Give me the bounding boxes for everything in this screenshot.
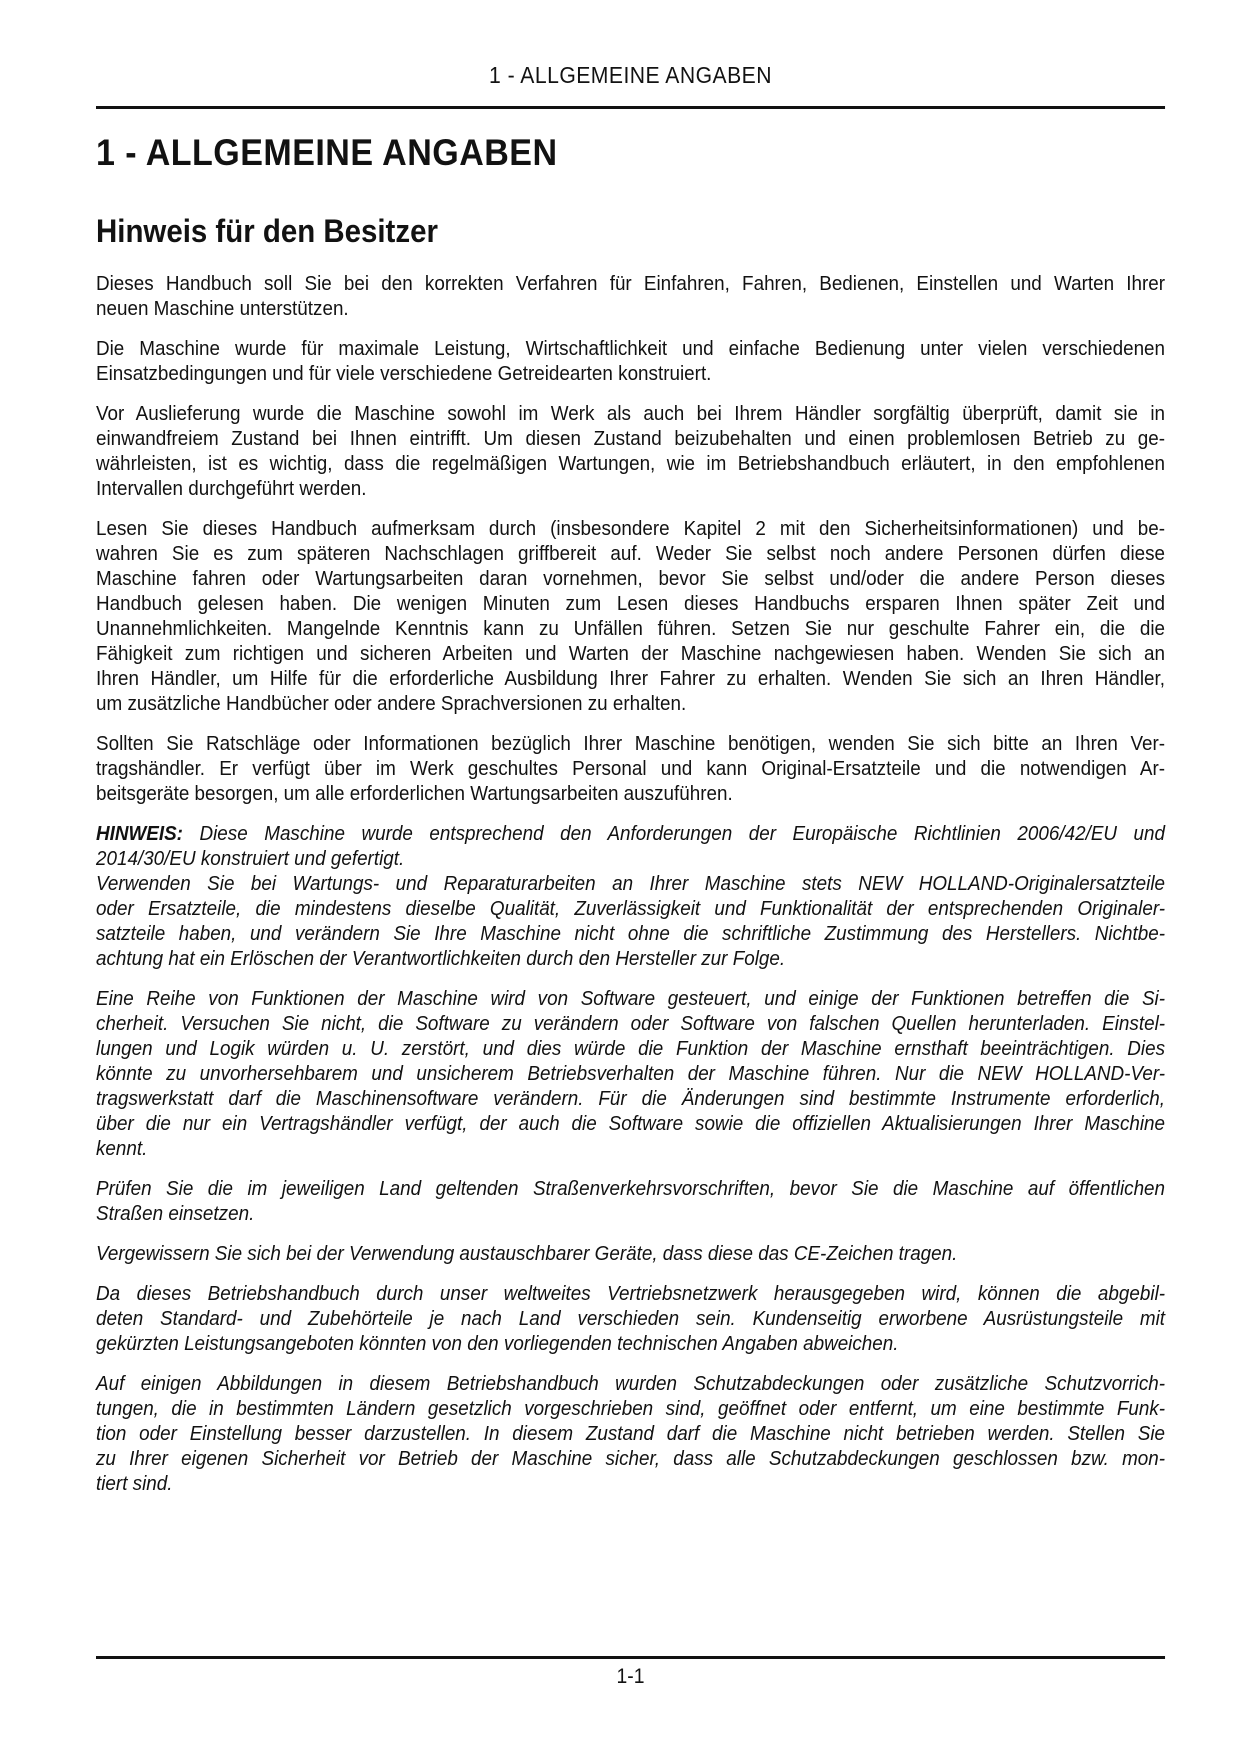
text-line: achtung hat ein Erlöschen der Verantwortlichkeiten durch den Hersteller zur Folge.	[96, 947, 786, 970]
text-line: tion oder Einstellung besser darzustellen. In diesem Zustand darf die Maschine nicht betrieben werden. Stellen Sie	[96, 1422, 1166, 1445]
text-line: lungen und Logik würden u. U. zerstört, und dies würde die Funktion der Maschine ernsthaft beeinträchtigen. Dies	[96, 1037, 1166, 1060]
text-line: Prüfen Sie die im jeweiligen Land geltenden Straßenverkehrsvorschriften, bevor Sie die Maschine auf öffentlichen	[96, 1177, 1166, 1200]
section-title: Hinweis für den Besitzer	[96, 213, 438, 249]
text-line: deten Standard- und Zubehörteile je nach Land verschieden sein. Kundenseitig erworbene Ausrüstungsteile mit	[96, 1307, 1166, 1330]
text-line: Lesen Sie dieses Handbuch aufmerksam durch (insbesondere Kapitel 2 mit den Sicherheitsinformationen) und be-	[96, 517, 1166, 540]
chapter-title: 1 - ALLGEMEINE ANGABEN	[96, 132, 558, 173]
text-line: neuen Maschine unterstützen.	[96, 297, 349, 320]
text-line: Unannehmlichkeiten. Mangelnde Kenntnis kann zu Unfällen führen. Setzen Sie nur geschulte Fahrer ein, die die	[96, 617, 1166, 640]
paragraph	[96, 1371, 1165, 1496]
text-line: oder Ersatzteile, die mindestens dieselbe Qualität, Zuverlässigkeit und Funktionalität der entsprechenden Originaler-	[96, 897, 1166, 920]
paragraph	[96, 821, 1165, 871]
text-line: tiert sind.	[96, 1472, 173, 1495]
text-line: satzteile haben, und verändern Sie Ihre Maschine nicht ohne die schriftliche Zustimmung des Herstellers. Nichtbe-	[96, 922, 1166, 945]
text-line: Ihren Händler, um Hilfe für die erforderliche Ausbildung Ihrer Fahrer zu erhalten. Wenden Sie sich an Ihren Händler,	[96, 667, 1166, 690]
text-line: gekürzten Leistungsangeboten könnten von den vorliegenden technischen Angaben abweichen.	[96, 1332, 899, 1355]
page-footer	[96, 1656, 1165, 1688]
text-line: Vor Auslieferung wurde die Maschine sowohl im Werk als auch bei Ihrem Händler sorgfältig überprüft, damit sie in	[96, 402, 1166, 425]
text-line: Fähigkeit zum richtigen und sicheren Arbeiten und Warten der Maschine nachgewiesen haben. Wenden Sie sich an	[96, 642, 1166, 665]
paragraph	[96, 516, 1165, 716]
paragraph	[96, 1281, 1165, 1356]
text-line: einwandfreiem Zustand bei Ihnen eintrifft. Um diesen Zustand beizubehalten und einen problemlosen Betrieb zu ge-	[96, 427, 1166, 450]
text-line: tragshändler. Er verfügt über im Werk geschultes Personal und kann Original-Ersatzteile und die notwendigen Ar-	[96, 757, 1166, 780]
text-line: Sollten Sie Ratschläge oder Informationen bezüglich Ihrer Maschine benötigen, wenden Sie sich bitte an Ihren Ver-	[96, 732, 1166, 755]
text-line: währleisten, ist es wichtig, dass die regelmäßigen Wartungen, wie im Betriebshandbuch erläutert, in den empfohlenen	[96, 452, 1166, 475]
text-line: Handbuch gelesen haben. Die wenigen Minuten zum Lesen dieses Handbuchs ersparen Ihnen später Zeit und	[96, 592, 1166, 615]
paragraph	[96, 1241, 1165, 1266]
text-line: kennt.	[96, 1137, 148, 1160]
text-line: wahren Sie es zum späteren Nachschlagen griffbereit auf. Weder Sie selbst noch andere Personen dürfen diese	[96, 542, 1166, 565]
page-number: 1-1	[616, 1665, 645, 1688]
text-line: Da dieses Betriebshandbuch durch unser weltweites Vertriebsnetzwerk herausgegeben wird, können die abgebil-	[96, 1282, 1166, 1305]
running-header: 1 - ALLGEMEINE ANGABEN	[489, 62, 772, 88]
paragraph	[96, 986, 1165, 1161]
paragraph	[96, 336, 1165, 386]
text-line: Auf einigen Abbildungen in diesem Betriebshandbuch wurden Schutzabdeckungen oder zusätzliche Schutzvorrich-	[96, 1372, 1166, 1395]
text-line: Intervallen durchgeführt werden.	[96, 477, 367, 500]
text-line: Verwenden Sie bei Wartungs- und Reparaturarbeiten an Ihrer Maschine stets NEW HOLLAND-Originalersatzteile	[96, 872, 1166, 895]
text-line: Straßen einsetzen.	[96, 1202, 255, 1225]
text-frame	[96, 0, 1165, 1754]
note-lead: HINWEIS:	[96, 822, 183, 845]
text-line: 2014/30/EU konstruiert und gefertigt.	[96, 847, 405, 870]
header-rule	[96, 106, 1165, 109]
text-line: zu Ihrer eigenen Sicherheit vor Betrieb der Maschine sicher, dass alle Schutzabdeckungen geschlossen bzw. mon-	[96, 1447, 1166, 1470]
paragraph	[96, 731, 1165, 806]
paragraph	[96, 1176, 1165, 1226]
text-line: um zusätzliche Handbücher oder andere Sprachversionen zu erhalten.	[96, 692, 687, 715]
text-line: Einsatzbedingungen und für viele verschiedene Getreidearten konstruiert.	[96, 362, 712, 385]
paragraph	[96, 871, 1165, 971]
paragraph	[96, 271, 1165, 321]
text-line: Die Maschine wurde für maximale Leistung, Wirtschaftlichkeit und einfache Bedienung unter vielen verschiedenen	[96, 337, 1166, 360]
text-line: Dieses Handbuch soll Sie bei den korrekten Verfahren für Einfahren, Fahren, Bedienen, Einstellen und Warten Ihrer	[96, 272, 1166, 295]
text-line: tragswerkstatt darf die Maschinensoftware verändern. Für die Änderungen sind bestimmte Instrumente erforderlich,	[96, 1087, 1166, 1110]
body-text	[96, 271, 1165, 1496]
text-line: beitsgeräte besorgen, um alle erforderlichen Wartungsarbeiten auszuführen.	[96, 782, 733, 805]
text-line: Maschine fahren oder Wartungsarbeiten daran vornehmen, bevor Sie selbst und/oder die andere Person dieses	[96, 567, 1166, 590]
text-line: cherheit. Versuchen Sie nicht, die Software zu verändern oder Software von falschen Quellen herunterladen. Einstel-	[96, 1012, 1166, 1035]
paragraph	[96, 401, 1165, 501]
text-line: Vergewissern Sie sich bei der Verwendung austauschbarer Geräte, dass diese das CE-Zeichen tragen.	[96, 1242, 958, 1265]
text-line: Eine Reihe von Funktionen der Maschine wird von Software gesteuert, und einige der Funktionen betreffen die Si-	[96, 987, 1166, 1010]
text-line: über die nur ein Vertragshändler verfügt, der auch die Software sowie die offiziellen Aktualisierungen Ihrer Maschine	[96, 1112, 1166, 1135]
text-line: HINWEIS: Diese Maschine wurde entsprechend den Anforderungen der Europäische Richtlinien 2006/42/EU und	[96, 822, 1166, 845]
text-line: könnte zu unvorhersehbarem und unsicherem Betriebsverhalten der Maschine führen. Nur die NEW HOLLAND-Ver-	[96, 1062, 1166, 1085]
text-line: tungen, die in bestimmten Ländern gesetzlich vorgeschrieben sind, geöffnet oder entfernt, um eine bestimmte Funk-	[96, 1397, 1166, 1420]
